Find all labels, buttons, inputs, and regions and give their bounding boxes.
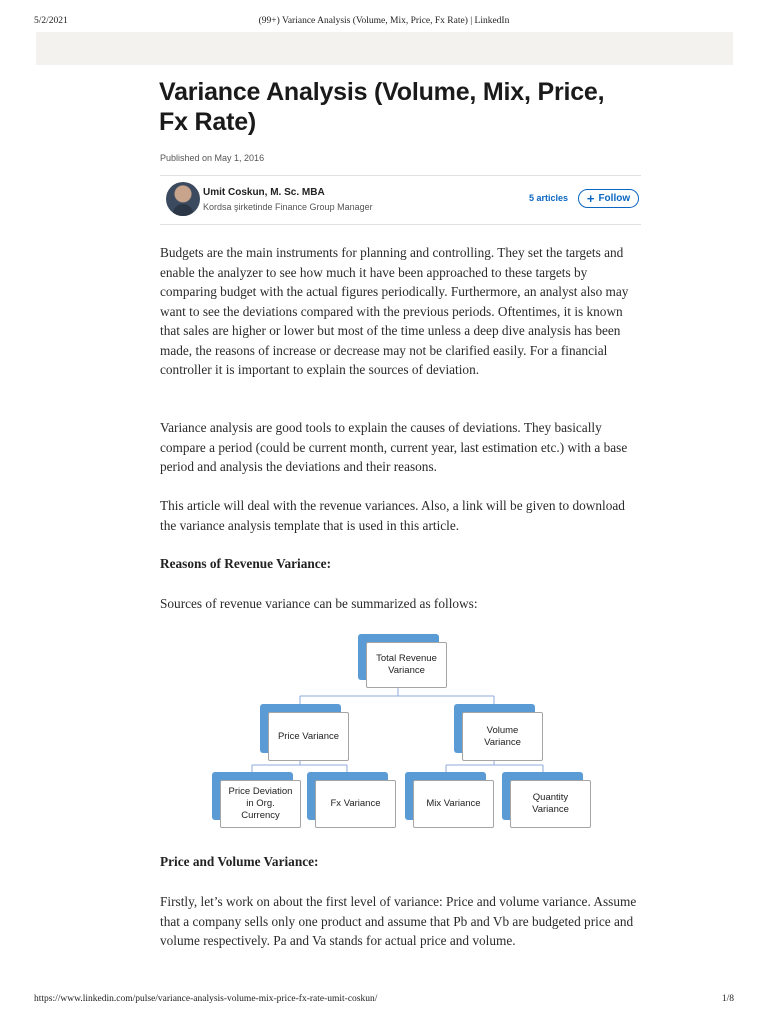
- print-header: [0, 16, 768, 30]
- print-title: (99+) Variance Analysis (Volume, Mix, Price, Fx Rate) | LinkedIn: [258, 16, 510, 26]
- paragraph-sources: Sources of revenue variance can be summarized as follows:: [160, 596, 478, 611]
- heading-price-volume: Price and Volume Variance:: [160, 854, 319, 869]
- linkedin-banner: [36, 32, 733, 65]
- print-date: 5/2/2021: [34, 16, 68, 26]
- print-page-number: 1/8: [721, 994, 734, 1004]
- paragraph-article-scope: This article will deal with the revenue variances. Also, a link will be given to download the variance analysis template that is used in this article.: [160, 498, 625, 533]
- node-quantity-variance: Quantity Variance: [502, 772, 591, 828]
- author-name[interactable]: Umit Coskun, M. Sc. MBA: [203, 187, 325, 198]
- node-total-revenue-variance: Total Revenue Variance: [358, 634, 447, 688]
- articles-link[interactable]: 5 articles: [529, 193, 569, 203]
- node-price-variance: Price Variance: [260, 704, 349, 761]
- follow-button[interactable]: [578, 189, 639, 208]
- node-price-deviation: Price Deviation in Org. Currency: [212, 772, 301, 828]
- print-url: https://www.linkedin.com/pulse/variance-analysis-volume-mix-price-fx-rate-umit-coskun/: [34, 994, 378, 1004]
- follow-label: Follow: [598, 193, 631, 204]
- plus-icon: +: [586, 190, 595, 206]
- node-fx-variance: Fx Variance: [307, 772, 396, 828]
- published-date: Published on May 1, 2016: [160, 153, 265, 163]
- paragraph-intro: Budgets are the main instruments for planning and controlling. They set the targets and enable the analyzer to see how much it have been approached to these targets by comparing budget with the actual figures periodically. Furthermore, an analyst also may want to see the deviations compared with the previous periods. Oftentimes, it is known that sales are higher or lower but most of the time unless a deep dive analysis has been made, the reasons of increase or decrease may not be clarified easily. For a financial controller it is important to explain the sources of deviation.: [160, 245, 629, 377]
- node-mix-variance: Mix Variance: [405, 772, 494, 828]
- avatar[interactable]: [166, 182, 200, 216]
- heading-revenue-variance: Reasons of Revenue Variance:: [160, 556, 332, 571]
- author-job-title: Kordsa şirketinde Finance Group Manager: [203, 202, 373, 212]
- paragraph-variance-tools: Variance analysis are good tools to explain the causes of deviations. They basically compare a period (could be current month, current year, last estimation etc.) with a base period and analysis the deviations and their reasons.: [160, 420, 628, 474]
- article-title: Variance Analysis (Volume, Mix, Price, Fx Rate): [159, 78, 605, 136]
- node-volume-variance: Volume Variance: [454, 704, 543, 761]
- divider-bottom: [160, 224, 641, 225]
- paragraph-first-level: Firstly, let’s work on about the first level of variance: Price and volume variance. Assume that a company sells only one product and assume that Pb and Vb are budgeted price and volume respectively. Pa and Va stands for actual price and volume.: [160, 894, 637, 948]
- author-card: [160, 176, 641, 224]
